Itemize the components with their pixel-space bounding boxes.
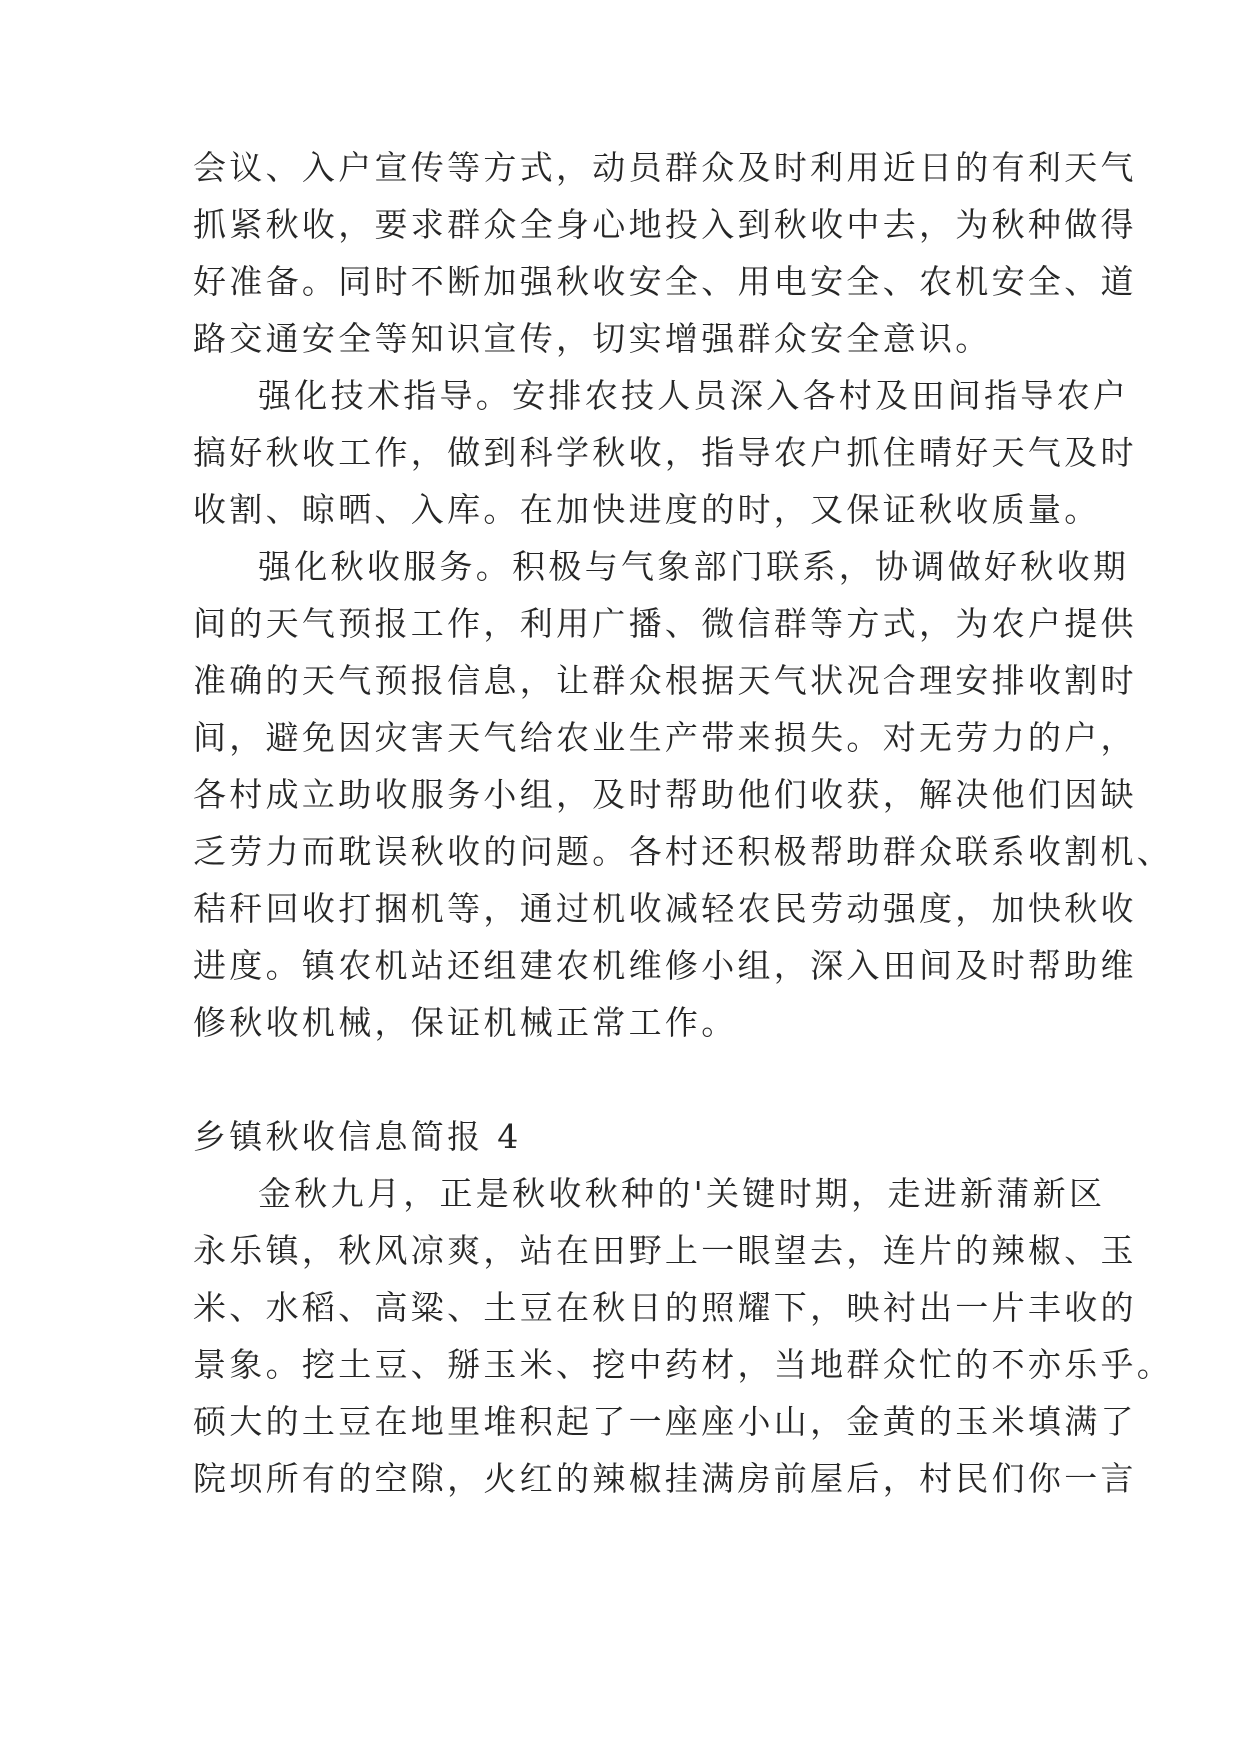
body-text-line: 秸秆回收打捆机等，通过机收减轻农民劳动强度，加快秋收	[193, 889, 1137, 928]
body-text-line: 抓紧秋收，要求群众全身心地投入到秋收中去，为秋种做得	[193, 205, 1137, 244]
body-text-line: 路交通安全等知识宣传，切实增强群众安全意识。	[193, 319, 992, 358]
body-text-line: 会议、入户宣传等方式，动员群众及时利用近日的有利天气	[193, 148, 1137, 187]
paragraph-first-line: 强化秋收服务。积极与气象部门联系，协调做好秋收期	[258, 547, 1130, 586]
body-text-line: 收割、晾晒、入库。在加快进度的时，又保证秋收质量。	[193, 490, 1101, 529]
body-text-line: 修秋收机械，保证机械正常工作。	[193, 1003, 738, 1042]
body-text-line: 进度。镇农机站还组建农机维修小组，深入田间及时帮助维	[193, 946, 1137, 985]
body-text-line: 搞好秋收工作，做到科学秋收，指导农户抓住晴好天气及时	[193, 433, 1137, 472]
body-text-line: 好准备。同时不断加强秋收安全、用电安全、农机安全、道	[193, 262, 1137, 301]
body-text-line: 米、水稻、高粱、土豆在秋日的照耀下，映衬出一片丰收的	[193, 1288, 1137, 1327]
paragraph-first-line: 金秋九月，正是秋收秋种的'关键时期，走进新蒲新区	[258, 1174, 1106, 1213]
body-text-line: 硕大的土豆在地里堆积起了一座座小山，金黄的玉米填满了	[193, 1402, 1137, 1441]
body-text-line: 准确的天气预报信息，让群众根据天气状况合理安排收割时	[193, 661, 1137, 700]
paragraph-first-line: 强化技术指导。安排农技人员深入各村及田间指导农户	[258, 376, 1130, 415]
body-text-line: 间的天气预报工作，利用广播、微信群等方式，为农户提供	[193, 604, 1137, 643]
body-text-line: 永乐镇，秋风凉爽，站在田野上一眼望去，连片的辣椒、玉	[193, 1231, 1137, 1270]
section-heading: 乡镇秋收信息简报 4	[193, 1117, 522, 1156]
body-text-line: 院坝所有的空隙，火红的辣椒挂满房前屋后，村民们你一言	[193, 1459, 1137, 1498]
body-text-line: 间，避免因灾害天气给农业生产带来损失。对无劳力的户，	[193, 718, 1137, 757]
body-text-line: 乏劳力而耽误秋收的问题。各村还积极帮助群众联系收割机、	[193, 832, 1174, 871]
body-text-line: 景象。挖土豆、掰玉米、挖中药材，当地群众忙的不亦乐乎。	[193, 1345, 1174, 1384]
body-text-line: 各村成立助收服务小组，及时帮助他们收获，解决他们因缺	[193, 775, 1137, 814]
